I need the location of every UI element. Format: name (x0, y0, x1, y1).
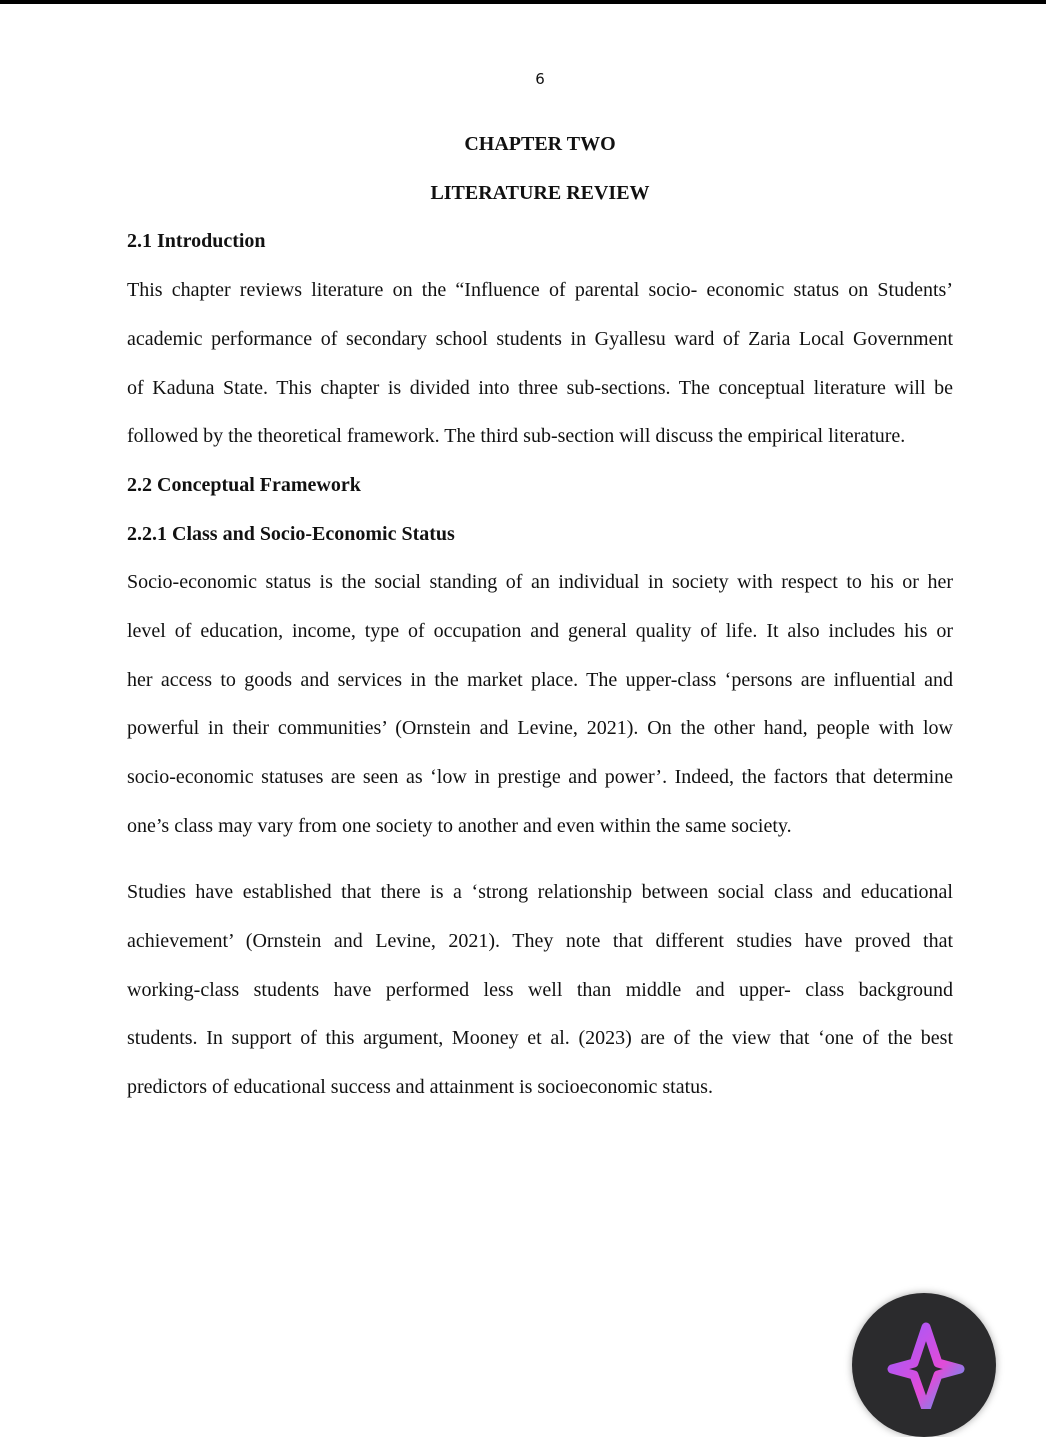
paragraph-line: Socio-economic status is the social standing of an individual in society with respect to his or her (127, 571, 953, 593)
paragraph-line: This chapter reviews literature on the “Influence of parental socio- economic status on Students’ (127, 279, 953, 301)
paragraph-line: achievement’ (Ornstein and Levine, 2021). They note that different studies have proved that (127, 929, 953, 952)
top-border (0, 0, 1046, 4)
paragraph-line: predictors of educational success and attainment is socioeconomic status. (127, 1076, 713, 1099)
paragraph-line: working-class students have performed less well than middle and upper- class background (127, 978, 953, 1001)
paragraph-line: academic performance of secondary school students in Gyallesu ward of Zaria Local Government (127, 327, 953, 350)
paragraph-line: Studies have established that there is a ‘strong relationship between social class and educational (127, 881, 953, 903)
ses-paragraph (127, 568, 953, 861)
paragraph-line: one’s class may vary from one society to another and even within the same society. (127, 814, 792, 837)
sparkle-icon (886, 1319, 966, 1409)
intro-paragraph (127, 276, 953, 471)
page-number: 6 (535, 70, 545, 88)
chapter-subtitle: LITERATURE REVIEW (430, 182, 650, 204)
paragraph-line: powerful in their communities’ (Ornstein and Levine, 2021). On the other hand, people with low (127, 717, 953, 740)
chapter-title: CHAPTER TWO (464, 133, 616, 155)
paragraph-line: students. In support of this argument, Mooney et al. (2023) are of the view that ‘one of the best (127, 1027, 953, 1050)
section-heading-introduction: 2.1 Introduction (127, 230, 266, 252)
assistant-floating-button[interactable] (852, 1293, 996, 1437)
paragraph-line: socio-economic statuses are seen as ‘low in prestige and power’. Indeed, the factors that determine (127, 766, 953, 789)
studies-paragraph (127, 878, 953, 1122)
paragraph-line: followed by the theoretical framework. The third sub-section will discuss the empirical literature. (127, 425, 906, 448)
paragraph-line: her access to goods and services in the market place. The upper-class ‘persons are influential and (127, 668, 953, 691)
section-heading-conceptual-framework: 2.2 Conceptual Framework (127, 474, 361, 496)
paragraph-line: of Kaduna State. This chapter is divided into three sub-sections. The conceptual literature will be (127, 376, 953, 399)
subsection-heading-class-ses: 2.2.1 Class and Socio-Economic Status (127, 523, 455, 545)
paragraph-line: level of education, income, type of occupation and general quality of life. It also includes his or (127, 619, 953, 642)
